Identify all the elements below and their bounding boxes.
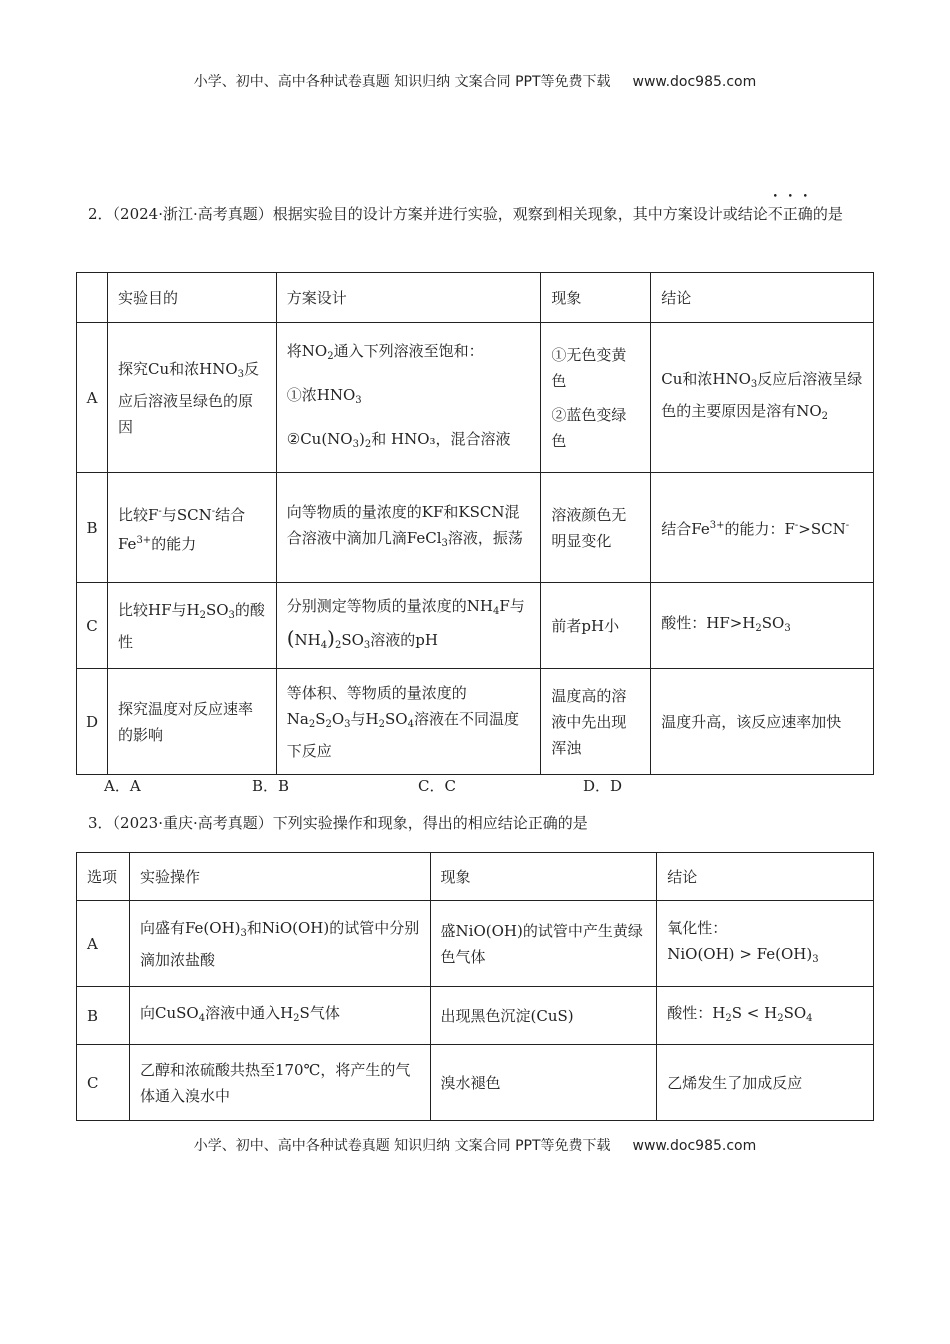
header-url[interactable]: www.doc985.com xyxy=(632,74,757,90)
cell-design: 向等物质的量浓度的KF和KSCN混合溶液中滴加几滴FeCl$_3$溶液，振荡 xyxy=(276,473,541,583)
cell-phenomenon: 温度高的溶液中先出现浑浊 xyxy=(541,669,651,775)
page-header xyxy=(0,71,950,91)
table-row xyxy=(77,901,874,987)
table-row xyxy=(77,583,874,669)
cell-design: 将$NO_2$通入下列溶液至饱和： ①浓$HNO_3$ $②Cu(NO_3)_2$和 HNO₃，混合溶液 xyxy=(276,323,541,473)
header-text: 小学、初中、高中各种试卷真题 知识归纳 文案合同 PPT等免费下载 xyxy=(193,74,611,90)
choice-d[interactable]: D．D xyxy=(583,777,623,795)
cell-conclusion: 乙烯发生了加成反应 xyxy=(657,1045,874,1121)
cell-operation: 向盛有$Fe(OH)_3$和NiO(OH)的试管中分别滴加浓盐酸 xyxy=(129,901,430,987)
cell-operation: 乙醇和浓硫酸共热至170℃，将产生的气体通入溴水中 xyxy=(129,1045,430,1121)
row-label: A xyxy=(77,323,108,473)
cell-operation: 向CuSO$_4$溶液中通入$H_2S$气体 xyxy=(129,987,430,1045)
cell-phenomenon: 溶液颜色无明显变化 xyxy=(541,473,651,583)
cell-purpose: 探究温度对反应速率的影响 xyxy=(107,669,276,775)
table-row xyxy=(77,323,874,473)
table-header-row xyxy=(77,853,874,901)
footer-url[interactable]: www.doc985.com xyxy=(632,1138,757,1154)
choice-a[interactable]: A．A xyxy=(104,777,141,795)
table-row xyxy=(77,473,874,583)
question-3-table xyxy=(76,852,874,1121)
table-row xyxy=(77,987,874,1045)
row-label: A xyxy=(77,901,130,987)
table-header-row xyxy=(77,273,874,323)
emphasis-char: 确 xyxy=(797,205,813,223)
cell-design: 等体积、等物质的量浓度的$Na_2S_2O_3$与$H_2SO_4$溶液在不同温度下反应 xyxy=(276,669,541,775)
choice-c[interactable]: C．C xyxy=(418,777,456,795)
question-2-stem: 2．（2024·浙江·高考真题）根据实验目的设计方案并进行实验，观察到相关现象，其中方案设计或结论不正确的是 xyxy=(88,205,843,223)
cell-phenomenon: ①无色变黄色 ②蓝色变绿色 xyxy=(541,323,651,473)
cell-design: 分别测定等物质的量浓度的$NH_4F$与$(NH_4)_2SO_3$溶液的pH xyxy=(276,583,541,669)
page-footer xyxy=(0,1135,950,1155)
emphasis-char: 正 xyxy=(782,205,798,223)
col-header: 实验目的 xyxy=(107,273,276,323)
row-label: B xyxy=(77,473,108,583)
table-row xyxy=(77,669,874,775)
answer-choices xyxy=(0,775,950,799)
choice-b[interactable]: B．B xyxy=(252,777,290,795)
row-label: B xyxy=(77,987,130,1045)
cell-phenomenon: 前者pH小 xyxy=(541,583,651,669)
cell-conclusion: 氧化性： $NiO(OH) > Fe(OH)_3$ xyxy=(657,901,874,987)
cell-purpose: 比较F-与SCN-结合$Fe^{3+}$的能力 xyxy=(107,473,276,583)
col-header: 现象 xyxy=(541,273,651,323)
cell-phenomenon: 盛NiO(OH)的试管中产生黄绿色气体 xyxy=(430,901,657,987)
cell-phenomenon: 溴水褪色 xyxy=(430,1045,657,1121)
col-header: 实验操作 xyxy=(129,853,430,901)
footer-text: 小学、初中、高中各种试卷真题 知识归纳 文案合同 PPT等免费下载 xyxy=(193,1138,611,1154)
emphasis-char: 不 xyxy=(767,205,783,223)
cell-conclusion: 酸性：$HF>H_2SO_3$ xyxy=(651,583,874,669)
col-header: 现象 xyxy=(430,853,657,901)
cell-purpose: 探究Cu和浓$HNO_3$反应后溶液呈绿色的原因 xyxy=(107,323,276,473)
cell-conclusion: Cu和浓$HNO_3$反应后溶液呈绿色的主要原因是溶有$NO_2$ xyxy=(651,323,874,473)
col-header: 结论 xyxy=(651,273,874,323)
cell-conclusion: 酸性：$H_2S < H_2SO_4$ xyxy=(657,987,874,1045)
cell-conclusion: 温度升高，该反应速率加快 xyxy=(651,669,874,775)
table-row xyxy=(77,1045,874,1121)
col-header: 结论 xyxy=(657,853,874,901)
cell-conclusion: 结合$Fe^{3+}$的能力：F->SCN- xyxy=(651,473,874,583)
col-header: 选项 xyxy=(77,853,130,901)
row-label: D xyxy=(77,669,108,775)
question-3-stem: 3．（2023·重庆·高考真题）下列实验操作和现象，得出的相应结论正确的是 xyxy=(88,814,588,832)
row-label: C xyxy=(77,583,108,669)
col-header: 方案设计 xyxy=(276,273,541,323)
cell-purpose: 比较HF与$H_2SO_3$的酸性 xyxy=(107,583,276,669)
question-2-table xyxy=(76,272,874,775)
row-label: C xyxy=(77,1045,130,1121)
cell-phenomenon: 出现黑色沉淀(CuS) xyxy=(430,987,657,1045)
